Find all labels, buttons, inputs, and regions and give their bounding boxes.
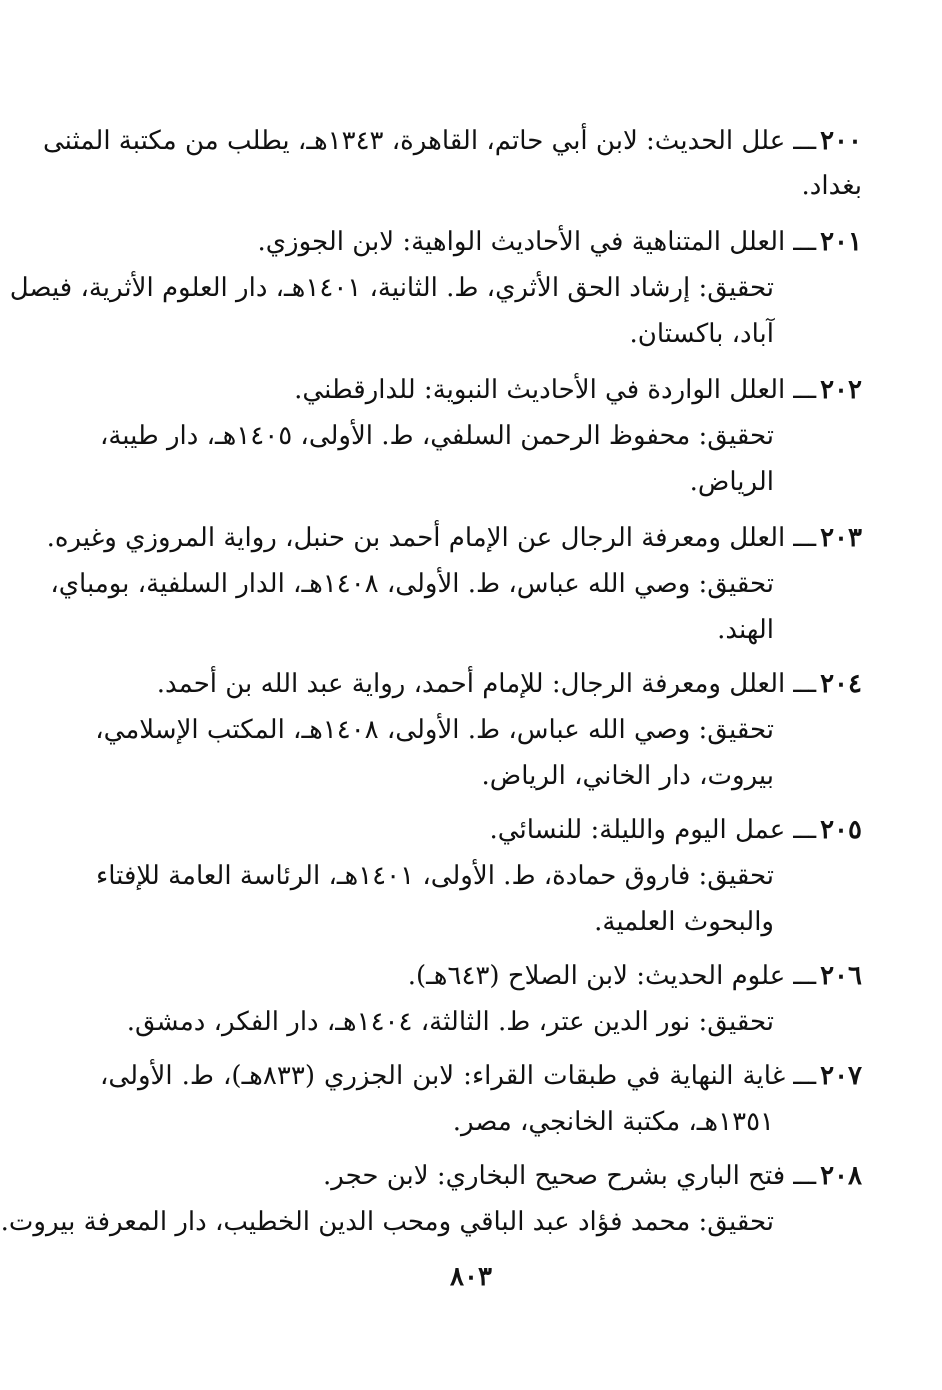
entry-number: ٢٠٠	[820, 126, 862, 156]
entry-text: تحقيق: نور الدين عتر، ط. الثالثة، ١٤٠٤هـ، دار الفكر، دمشق.	[126, 1007, 774, 1037]
entry-dash: ـــ	[793, 1161, 817, 1191]
entry-title: العلل المتناهية في الأحاديث الواهية: لابن الجوزي.	[257, 227, 786, 257]
entry-201-line-2	[9, 264, 774, 312]
entry-204-line-1	[100, 660, 862, 708]
entry-text: تحقيق: فاروق حمادة، ط. الأولى، ١٤٠١هـ، الرئاسة العامة للإفتاء	[95, 861, 774, 891]
entry-201-line-3	[100, 310, 774, 358]
entry-204-line-3	[100, 752, 774, 800]
entry-dash: ـــ	[793, 815, 817, 845]
entry-title: علل الحديث: لابن أبي حاتم، القاهرة، ١٣٤٣هـ، يطلب من مكتبة المثنى	[43, 126, 786, 156]
entry-text: تحقيق: وصي الله عباس، ط. الأولى، ١٤٠٨هـ، الدار السلفية، بومباي،	[50, 569, 774, 599]
entry-204-line-2	[95, 706, 774, 754]
entry-208-line-1	[100, 1152, 862, 1200]
entry-title: فتح الباري بشرح صحيح البخاري: لابن حجر.	[323, 1161, 786, 1191]
entry-number: ٢٠٢	[820, 375, 862, 405]
entry-number: ٢٠٧	[820, 1061, 863, 1091]
entry-200-line-1	[43, 117, 862, 165]
entry-dash: ـــ	[793, 126, 817, 156]
entry-text: تحقيق: إرشاد الحق الأثري، ط. الثانية، ١٤٠١هـ، دار العلوم الأثرية، فيصل	[9, 273, 774, 303]
entry-dash: ـــ	[793, 1061, 817, 1091]
entry-207-line-1	[100, 1052, 862, 1100]
entry-title: العلل الواردة في الأحاديث النبوية: للدارقطني.	[294, 375, 786, 405]
entry-dash: ـــ	[793, 669, 817, 699]
entry-dash: ـــ	[793, 523, 817, 553]
entry-202-line-3	[100, 458, 774, 506]
page-number: ٨٠٣	[450, 1262, 492, 1292]
entry-text: والبحوث العلمية.	[594, 907, 774, 937]
entry-text: ١٣٥١هـ، مكتبة الخانجي، مصر.	[452, 1107, 774, 1137]
entry-number: ٢٠٨	[820, 1161, 862, 1191]
entry-205-line-1	[100, 806, 862, 854]
entry-number: ٢٠٣	[820, 523, 862, 553]
entry-dash: ـــ	[793, 961, 817, 991]
entry-text: تحقيق: محمد فؤاد عبد الباقي ومحب الدين الخطيب، دار المعرفة بيروت.	[0, 1207, 774, 1237]
entry-203-line-3	[100, 606, 774, 654]
entry-title: علوم الحديث: لابن الصلاح (٦٤٣هـ).	[407, 961, 786, 991]
entry-title: غاية النهاية في طبقات القراء: لابن الجزري (٨٣٣هـ)، ط. الأولى،	[100, 1061, 786, 1091]
entry-text: بيروت، دار الخاني، الرياض.	[481, 761, 774, 791]
entry-number: ٢٠١	[820, 227, 862, 257]
entry-207-line-2	[100, 1098, 774, 1146]
entry-205-line-3	[100, 898, 774, 946]
entry-title: العلل ومعرفة الرجال: للإمام أحمد، رواية عبد الله بن أحمد.	[156, 669, 786, 699]
entry-201-line-1	[100, 218, 862, 266]
entry-202-line-2	[100, 412, 774, 460]
entry-text: الرياض.	[689, 467, 774, 497]
entry-dash: ـــ	[793, 375, 817, 405]
entry-text: بغداد.	[801, 171, 862, 201]
entry-number: ٢٠٤	[820, 669, 862, 699]
entry-208-line-2	[0, 1198, 774, 1246]
entry-206-line-1	[100, 952, 862, 1000]
entry-203-line-2	[50, 560, 774, 608]
entry-number: ٢٠٦	[820, 961, 862, 991]
entry-202-line-1	[100, 366, 862, 414]
entry-200-line-2	[100, 162, 862, 210]
entry-text: تحقيق: محفوظ الرحمن السلفي، ط. الأولى، ١٤٠٥هـ، دار طيبة،	[99, 421, 774, 451]
entry-text: آباد، باكستان.	[629, 319, 774, 349]
entry-text: الهند.	[717, 615, 774, 645]
entry-206-line-2	[100, 998, 774, 1046]
entry-dash: ـــ	[793, 227, 817, 257]
entry-number: ٢٠٥	[820, 815, 862, 845]
entry-203-line-1	[46, 514, 862, 562]
entry-title: عمل اليوم والليلة: للنسائي.	[489, 815, 786, 845]
entry-205-line-2	[95, 852, 774, 900]
entry-title: العلل ومعرفة الرجال عن الإمام أحمد بن حنبل، رواية المروزي وغيره.	[46, 523, 786, 553]
entry-text: تحقيق: وصي الله عباس، ط. الأولى، ١٤٠٨هـ، المكتب الإسلامي،	[95, 715, 774, 745]
